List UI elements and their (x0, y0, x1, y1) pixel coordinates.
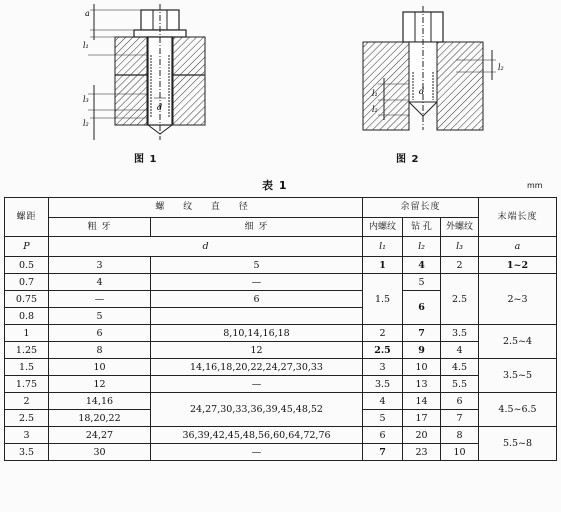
cell-pitch: 3 (5, 427, 49, 444)
cell-l2: 14 (403, 393, 441, 410)
svg-text:d: d (157, 103, 163, 112)
svg-text:l₂: l₂ (498, 63, 504, 72)
cell-l2: 5 (403, 274, 441, 291)
cell-l2: 7 (403, 325, 441, 342)
header-internal: 内螺纹 (363, 218, 403, 237)
svg-text:l₂: l₂ (372, 105, 378, 114)
cell-pitch: 1.75 (5, 376, 49, 393)
thread-spec-table (4, 197, 557, 461)
cell-fine: 12 (151, 342, 363, 359)
cell-pitch: 0.5 (5, 257, 49, 274)
table-subheader-row (5, 218, 557, 237)
cell-l1: 3 (363, 359, 403, 376)
symbol-l3: l₃ (441, 237, 479, 257)
table-row (5, 274, 557, 291)
cell-pitch: 0.7 (5, 274, 49, 291)
cell-coarse: 4 (49, 274, 151, 291)
symbol-d: d (49, 237, 363, 257)
cell-l1: 7 (363, 444, 403, 461)
cell-l3: 2.5 (441, 274, 479, 325)
symbol-a: a (479, 237, 557, 257)
table-row (5, 342, 557, 359)
cell-fine: 36,39,42,45,48,56,60,64,72,76 (151, 427, 363, 444)
cell-fine: 5 (151, 257, 363, 274)
cell-fine: 14,16,18,20,22,24,27,30,33 (151, 359, 363, 376)
symbol-p: P (5, 237, 49, 257)
svg-text:d: d (419, 87, 425, 96)
cell-coarse: 30 (49, 444, 151, 461)
cell-coarse: 24,27 (49, 427, 151, 444)
header-pitch: 螺距 (5, 198, 49, 237)
svg-text:l₁: l₁ (372, 89, 378, 98)
cell-l1: 1.5 (363, 274, 403, 325)
svg-text:l₁: l₁ (83, 41, 89, 50)
cell-l2: 20 (403, 427, 441, 444)
cell-fine: — (151, 444, 363, 461)
cell-pitch: 1.25 (5, 342, 49, 359)
cell-fine (151, 308, 363, 325)
svg-text:a: a (85, 9, 90, 18)
cell-l2: 13 (403, 376, 441, 393)
svg-text:l₃: l₃ (83, 95, 89, 104)
header-remaining-length: 余留长度 (363, 198, 479, 218)
cell-coarse: 5 (49, 308, 151, 325)
figure-2-caption: 图 2 (396, 154, 420, 165)
table-row (5, 257, 557, 274)
symbol-l2: l₂ (403, 237, 441, 257)
table-row (5, 376, 557, 393)
table-row (5, 393, 557, 410)
cell-fine: — (151, 376, 363, 393)
cell-coarse: 12 (49, 376, 151, 393)
cell-l1: 2 (363, 325, 403, 342)
cell-l2: 6 (403, 291, 441, 325)
header-external: 外螺纹 (441, 218, 479, 237)
cell-fine: 8,10,14,16,18 (151, 325, 363, 342)
symbol-l1: l₁ (363, 237, 403, 257)
table-row (5, 325, 557, 342)
cell-l1: 4 (363, 393, 403, 410)
cell-l2: 17 (403, 410, 441, 427)
figure-2-drawing (363, 6, 504, 130)
header-fine: 细 牙 (151, 218, 363, 237)
cell-pitch: 2 (5, 393, 49, 410)
cell-fine: 6 (151, 291, 363, 308)
cell-l1: 5 (363, 410, 403, 427)
cell-coarse: 18,20,22 (49, 410, 151, 427)
cell-end-length: 4.5~6.5 (479, 393, 557, 427)
cell-l3: 4 (441, 342, 479, 359)
cell-l1: 1 (363, 257, 403, 274)
cell-coarse: 8 (49, 342, 151, 359)
cell-l1: 2.5 (363, 342, 403, 359)
cell-pitch: 0.75 (5, 291, 49, 308)
header-drill: 钻 孔 (403, 218, 441, 237)
cell-pitch: 2.5 (5, 410, 49, 427)
cell-l1: 3.5 (363, 376, 403, 393)
cell-l3: 6 (441, 393, 479, 410)
cell-l3: 5.5 (441, 376, 479, 393)
cell-end-length: 2.5~4 (479, 325, 557, 359)
table-row (5, 444, 557, 461)
cell-pitch: 0.8 (5, 308, 49, 325)
cell-coarse: — (49, 291, 151, 308)
cell-end-length: 3.5~5 (479, 359, 557, 393)
cell-l3: 4.5 (441, 359, 479, 376)
cell-end-length: 1~2 (479, 257, 557, 274)
svg-text:l₂: l₂ (83, 119, 89, 128)
header-thread-diameter: 螺 纹 直 径 (49, 198, 363, 218)
table-row (5, 427, 557, 444)
cell-l3: 3.5 (441, 325, 479, 342)
cell-fine: 24,27,30,33,36,39,45,48,52 (151, 393, 363, 427)
cell-pitch: 3.5 (5, 444, 49, 461)
header-end-length: 末端长度 (479, 198, 557, 237)
table-row (5, 359, 557, 376)
cell-l2: 10 (403, 359, 441, 376)
cell-l2: 9 (403, 342, 441, 359)
cell-l2: 23 (403, 444, 441, 461)
cell-l1: 6 (363, 427, 403, 444)
cell-pitch: 1.5 (5, 359, 49, 376)
cell-l3: 7 (441, 410, 479, 427)
header-coarse: 粗 牙 (49, 218, 151, 237)
figure-1-caption: 图 1 (134, 154, 158, 165)
cell-fine: — (151, 274, 363, 291)
cell-coarse: 6 (49, 325, 151, 342)
cell-l2: 4 (403, 257, 441, 274)
cell-pitch: 1 (5, 325, 49, 342)
cell-l3: 10 (441, 444, 479, 461)
cell-end-length: 2~3 (479, 274, 557, 325)
table-title: 表 1 (262, 179, 288, 192)
cell-coarse: 3 (49, 257, 151, 274)
cell-coarse: 10 (49, 359, 151, 376)
table-header-row (5, 198, 557, 218)
cell-l3: 2 (441, 257, 479, 274)
table-unit: mm (527, 181, 543, 190)
table-symbol-row (5, 237, 557, 257)
cell-l3: 8 (441, 427, 479, 444)
cell-end-length: 5.5~8 (479, 427, 557, 461)
thread-drawings (0, 0, 561, 170)
figure-1-drawing (83, 4, 205, 140)
cell-coarse: 14,16 (49, 393, 151, 410)
